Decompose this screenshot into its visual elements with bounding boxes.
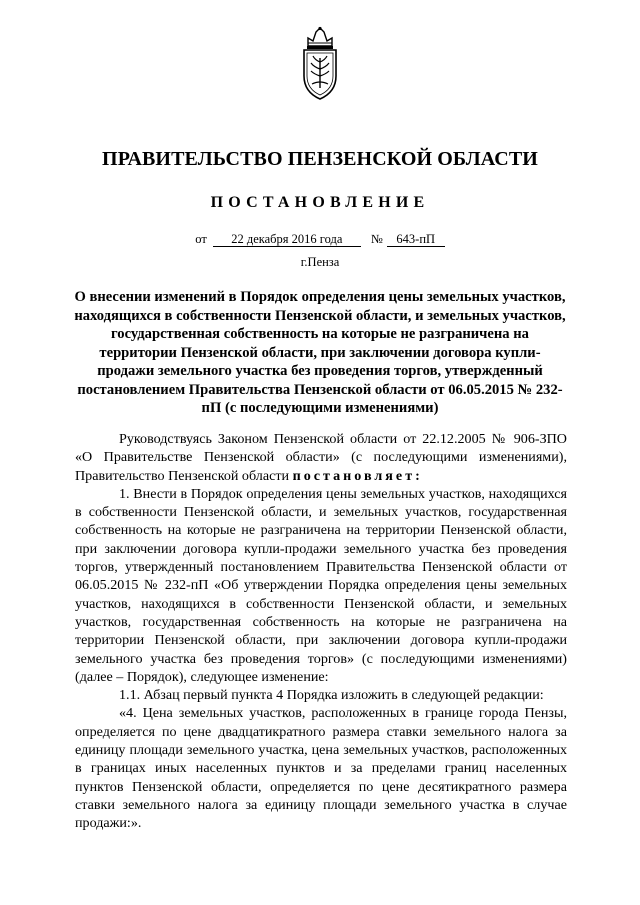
city: г.Пенза [300, 255, 340, 269]
quoted-paragraph: «4. Цена земельных участков, расположенных в границе города Пензы, определяется по цене двадцатикратного размера ставки земельного налога за единицу площади земельного участка, цена земельных участков, расположенных в границах иных населенных пунктов и за пределами границ населенных пунктов Пензенской области, определяется по цене десятикратного размера ставки земельного налога за единицу площади земельного участка в случае продажи:». [75, 705, 567, 832]
item-1-paragraph: 1. Внести в Порядок определения цены земельных участков, находящихся в собственности Пензенской области, и земельных участков, государственная собственность на которые не разграничена на территории Пензенской области, при заключении договора купли-продажи земельного участка без проведения торгов, утвержденный постановлением Правительства Пензенской области от 06.05.2015 № 232-пП «Об утверждении Порядка определения цены земельных участков, находящихся в собственности Пензенской области, и земельных участков, государственная собственность на которые не разграничена на территории Пензенской области, при заключении договора купли-продажи земельного участка без проведения торгов» (с последующими изменениями) (далее – Порядок), следующее изменение: [75, 485, 567, 685]
intro-text: Руководствуясь Законом Пензенской области от 22.12.2005 № 906-ЗПО «О Правительстве Пензенской области» (с последующими изменениями), Правительство Пензенской области [75, 431, 567, 484]
number-prefix: № [370, 232, 383, 246]
government-title: ПРАВИТЕЛЬСТВО ПЕНЗЕНСКОЙ ОБЛАСТИ [102, 148, 538, 170]
resolves-word: постановляет: [292, 467, 423, 484]
document-subject: О внесении изменений в Порядок определения цены земельных участков, находящихся в собственности Пензенской области, и земельных участков, государственная собственность на которые не разграничена на территории Пензенской области, при заключении договора купли-продажи земельного участка без проведения торгов, утвержденный постановлением Правительства Пензенской области от 06.05.2015 № 232-пП (с последующими изменениями) [74, 289, 566, 416]
date-prefix: от [195, 232, 207, 246]
intro-paragraph [75, 430, 567, 485]
document-date: 22 декабря 2016 года [213, 232, 361, 247]
document-body [75, 430, 567, 833]
document-type: ПОСТАНОВЛЕНИЕ [210, 194, 430, 211]
penza-oblast-coat-of-arms-icon [296, 26, 344, 102]
item-1-1-paragraph: 1.1. Абзац первый пункта 4 Порядка изложить в следующей редакции: [119, 687, 544, 704]
date-number-line [0, 232, 640, 247]
document-number: 643-пП [387, 232, 445, 247]
